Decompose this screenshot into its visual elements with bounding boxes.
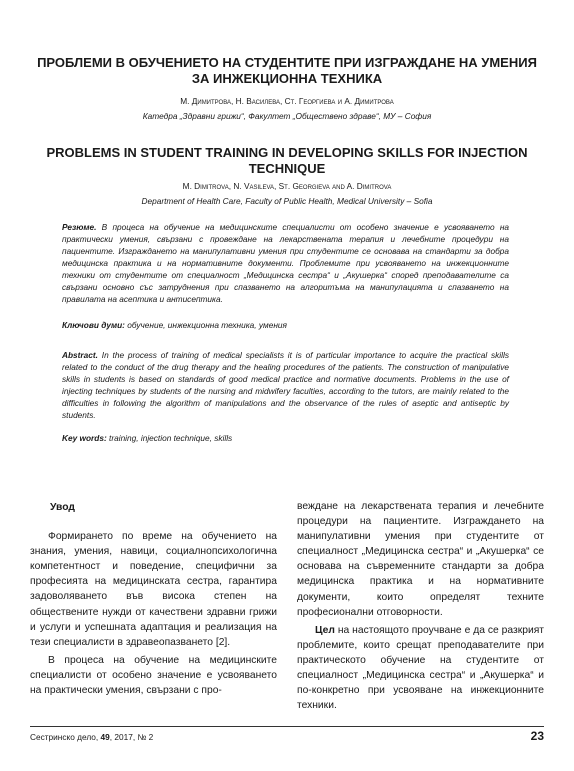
body-column-left xyxy=(30,500,277,698)
abstract-en-label: Abstract. xyxy=(62,350,98,360)
keywords-en xyxy=(62,433,509,443)
aim-label: Цел xyxy=(315,624,335,636)
abstract-en-text: In the process of training of medical specialists it is of particular importance to acquire the practical skills related to the conduct of the drug therapy and the healing procedures of the patients. The construction of manipulative skills in students is based on standards of good medical practice and normative documents. Problems in the use of injecting techniques by students of the nursing and midwifery faculties, according to the tutors, are mainly related to the difficulties in following the algorithm of manipulations and the observance of the rules of aseptic and antiseptic by students. xyxy=(62,350,509,420)
affiliation-en: Department of Health Care, Faculty of Public Health, Medical University – Sofia xyxy=(141,196,433,206)
journal-volume: 49 xyxy=(100,732,110,742)
keywords-bg-label: Ключови думи: xyxy=(62,320,125,330)
aim-paragraph xyxy=(297,623,544,714)
article-title-en: PROBLEMS IN STUDENT TRAINING IN DEVELOPING SKILLS FOR INJECTION TECHNIQUE xyxy=(46,145,528,176)
keywords-en-label: Key words: xyxy=(62,433,107,443)
keywords-bg xyxy=(62,320,509,330)
paragraph: В процеса на обучение на медицинските специалисти от особено значение е усвояването на практически умения, свързани с про- xyxy=(30,654,277,697)
paragraph: Формирането по време на обучението на знания, умения, навици, социалнопсихологична компетентност и поведение, специфични за професията на медицинската сестра, гарантира задоволяването във висока степен на обществените нужди от качествени здравни грижи и услуги и успешната адаптация и реализация на тези специалисти в здравеопазването [2]. xyxy=(30,531,277,648)
abstract-bg-text: В процеса на обучение на медицинските специалисти от особено значение е усвояването на практически умения, свързани с провеждане на лекарствената терапия и лечебните процедури на пациентите. Изграждането на манипулативни умения при студентите се основава на стандарти за добра медицинска практика и на нормативните документи. Проблемите при усвояването на инжекционните техники от студентите от специалност „Медицинска сестра“ и „Акушерка“ според преподавателите са свързани основно със затруднения при спазването на алгоритъма на манипулацията и спазването на правилата на асептика и антисептика. xyxy=(62,222,510,304)
abstract-en xyxy=(62,349,509,421)
section-heading: Увод xyxy=(50,502,75,513)
authors-bg: М. Димитрова, Н. Василева, Ст. Георгиева и А. Димитрова xyxy=(180,96,394,106)
body-column-right xyxy=(297,499,544,713)
abstract-bg-label: Резюме. xyxy=(62,222,97,232)
aim-text: на настоящото проучване е да се разкрият проблемите, които срещат преподавателите при практическото обучение на студентите от специалност „Медицинска сестра“ и „Акушерка“ и по-конкретно при усвояване на инжекционните техники. xyxy=(297,624,544,712)
keywords-en-text: training, injection technique, skills xyxy=(109,433,233,443)
journal-name: Сестринско дело, xyxy=(30,732,99,742)
paragraph: веждане на лекарствената терапия и лечебните процедури на пациентите. Изграждането на манипулативни умения при студентите от специалност „Медицинска сестра“ и „Акушерка“ се основава на съвременните стандарти за добра медицинска практика и на нормативните документи, които определят техните професионални отговорности. xyxy=(297,501,544,618)
footer-divider xyxy=(30,726,544,727)
abstract-bg xyxy=(62,221,509,305)
authors-en: M. Dimitrova, N. Vasileva, St. Georgieva and A. Dimitrova xyxy=(182,181,392,191)
page-number: 23 xyxy=(530,729,544,743)
affiliation-bg: Катедра „Здравни грижи“, Факултет „Обществено здраве“, МУ – София xyxy=(142,111,432,121)
journal-reference xyxy=(30,732,153,742)
article-title-bg: ПРОБЛЕМИ В ОБУЧЕНИЕТО НА СТУДЕНТИТЕ ПРИ ИЗГРАЖДАНЕ НА УМЕНИЯ ЗА ИНЖЕКЦИОННА ТЕХНИКА xyxy=(37,55,537,86)
keywords-bg-text: обучение, инжекционна техника, умения xyxy=(127,320,287,330)
journal-issue: , 2017, № 2 xyxy=(109,732,154,742)
